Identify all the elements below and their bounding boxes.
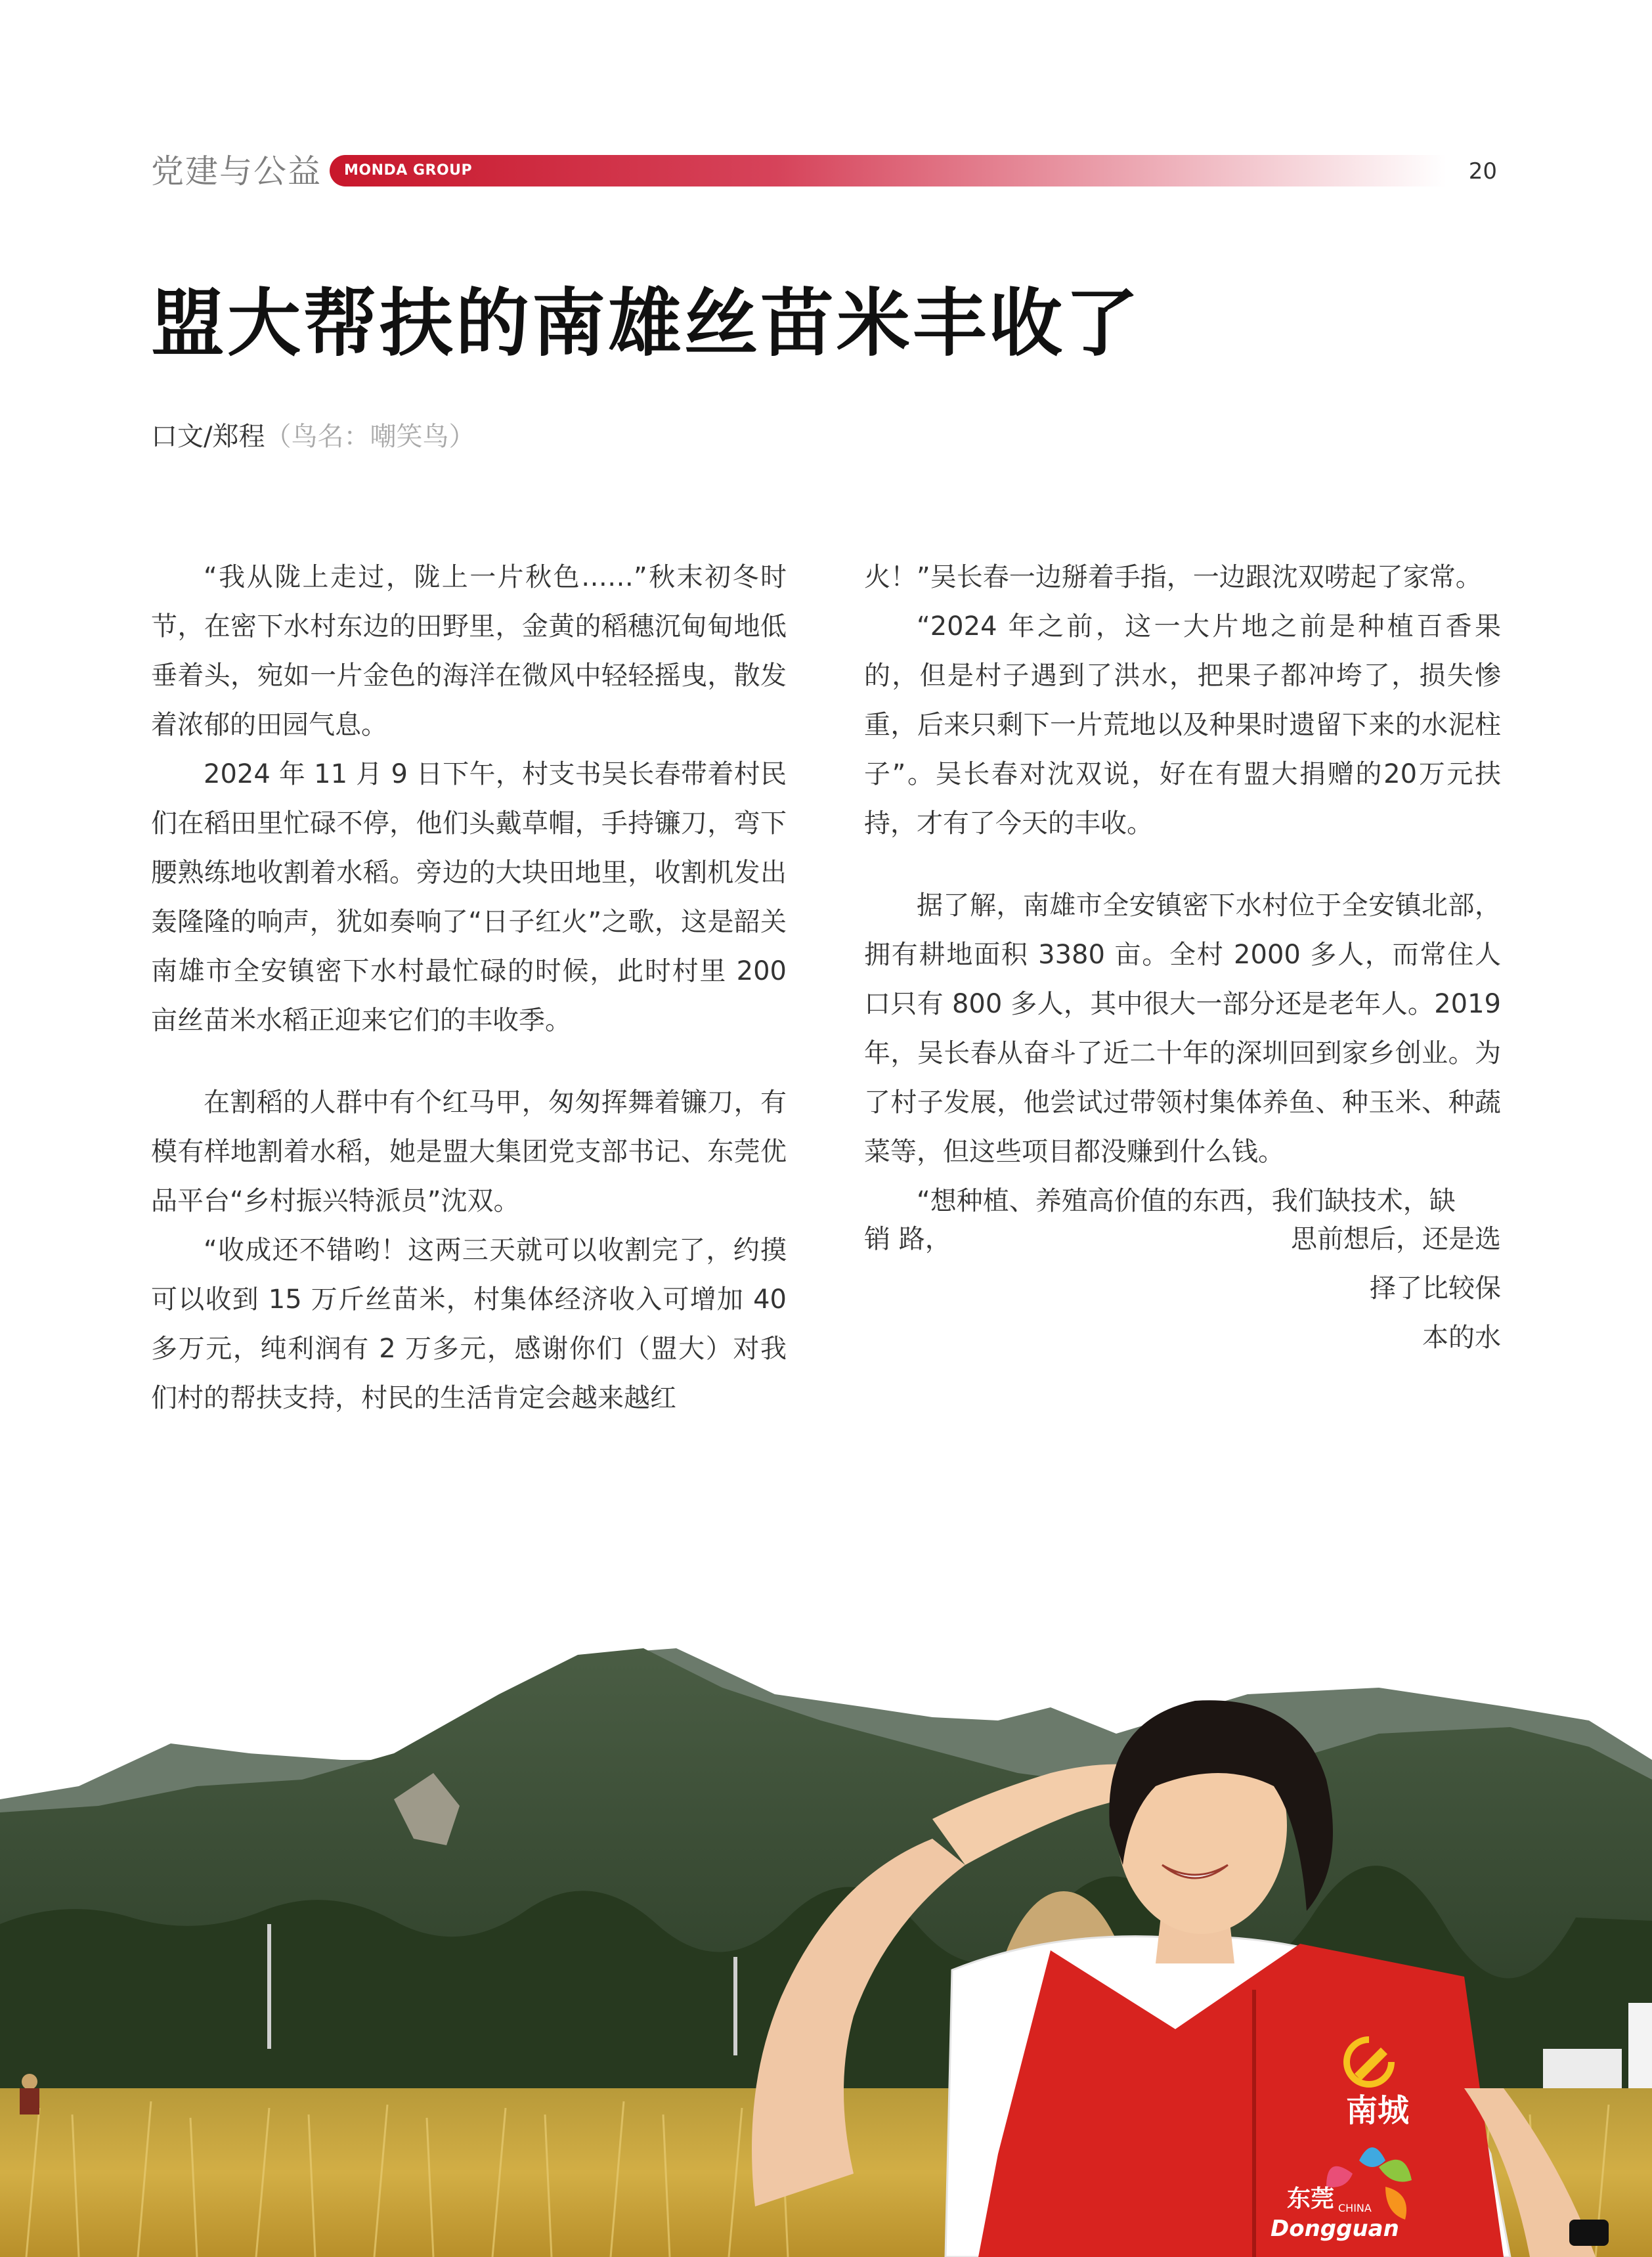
group-label: MONDA GROUP: [344, 162, 473, 179]
wrap-line-left: 销 路，: [864, 1224, 951, 1254]
paragraph: “我从陇上走过，陇上一片秋色……”秋末初冬时节，在密下水村东边的田野里，金黄的稻穗沉甸甸地低垂着头，宛如一片金色的海洋在微风中轻轻摇曳，散发着浓郁的田园气息。: [151, 562, 787, 740]
paragraph: 2024 年 11 月 9 日下午，村支书吴长春带着村民们在稻田里忙碌不停，他们头戴草帽，手持镰刀，弯下腰熟练地收割着水稻。旁边的大块田地里，收割机发出轰隆隆的响声，犹如奏响了“日子红火”之歌，这是韶关南雄市全安镇密下水村最忙碌的时候，此时村里 200 亩丝苗米水稻正迎来它们的丰收季。: [151, 759, 787, 1036]
watch: [1569, 2220, 1609, 2246]
page-number: 20: [1468, 158, 1497, 185]
paragraph: “2024 年之前，这一大片地之前是种植百香果的，但是村子遇到了洪水，把果子都冲垮了，损失惨重，后来只剩下一片荒地以及种果时遗留下来的水泥柱子”。吴长春对沈双说，好在有盟大捐赠的20万元扶持，才有了今天的丰收。: [864, 611, 1501, 839]
right-column: [864, 553, 1501, 1353]
paragraph: “想种植、养殖高价值的东西，我们缺技术，缺: [917, 1186, 1456, 1216]
byline-alias: （鸟名：嘲笑鸟）: [265, 422, 475, 452]
paragraph: 在割稻的人群中有个红马甲，匆匆挥舞着镰刀，有模有样地割着水稻，她是盟大集团党支部书记、东莞优品平台“乡村振兴特派员”沈双。: [151, 1087, 787, 1216]
vest-text: 南城: [1346, 2092, 1410, 2129]
red-vest: [978, 1944, 1504, 2257]
article-title: 盟大帮扶的南雄丝苗米丰收了: [151, 281, 1141, 366]
logo-en: Dongguan: [1271, 2216, 1399, 2242]
logo-china: CHINA: [1338, 2202, 1372, 2214]
wrap-line: 本的水: [1422, 1323, 1501, 1353]
house: [1628, 2003, 1652, 2095]
paragraph: “收成还不错哟！这两三天就可以收割完了，约摸可以收到 15 万斤丝苗米，村集体经济收入可增加 40 多万元，纯利润有 2 万多元，感谢你们（盟大）对我们村的帮扶支持，村民的生活肯定会越来越红: [151, 1235, 787, 1413]
paragraph: 火！”吴长春一边掰着手指，一边跟沈双唠起了家常。: [864, 562, 1482, 592]
section-title: 党建与公益: [151, 152, 322, 190]
distant-farmer: [20, 2074, 39, 2115]
page-header: [151, 146, 1497, 197]
house: [1543, 2049, 1622, 2095]
harvest-photo: [0, 1235, 1652, 2257]
byline: [151, 414, 475, 460]
byline-author: 口文/郑程: [151, 422, 265, 452]
group-banner: [330, 155, 1446, 186]
logo-cn: 东莞: [1287, 2185, 1335, 2212]
paragraph: 据了解，南雄市全安镇密下水村位于全安镇北部，拥有耕地面积 3380 亩。全村 2000 多人，而常住人口只有 800 多人，其中很大一部分还是老年人。2019 年，吴长春从奋斗了近二十年的深圳回到家乡创业。为了村子发展，他尝试过带领村集体养鱼、种玉米、种蔬菜等，但这些项目都没赚到什么钱。: [864, 890, 1501, 1167]
wrap-line-right: 思前想后，还是选: [1291, 1224, 1501, 1254]
wrap-line: 择了比较保: [1370, 1273, 1501, 1304]
